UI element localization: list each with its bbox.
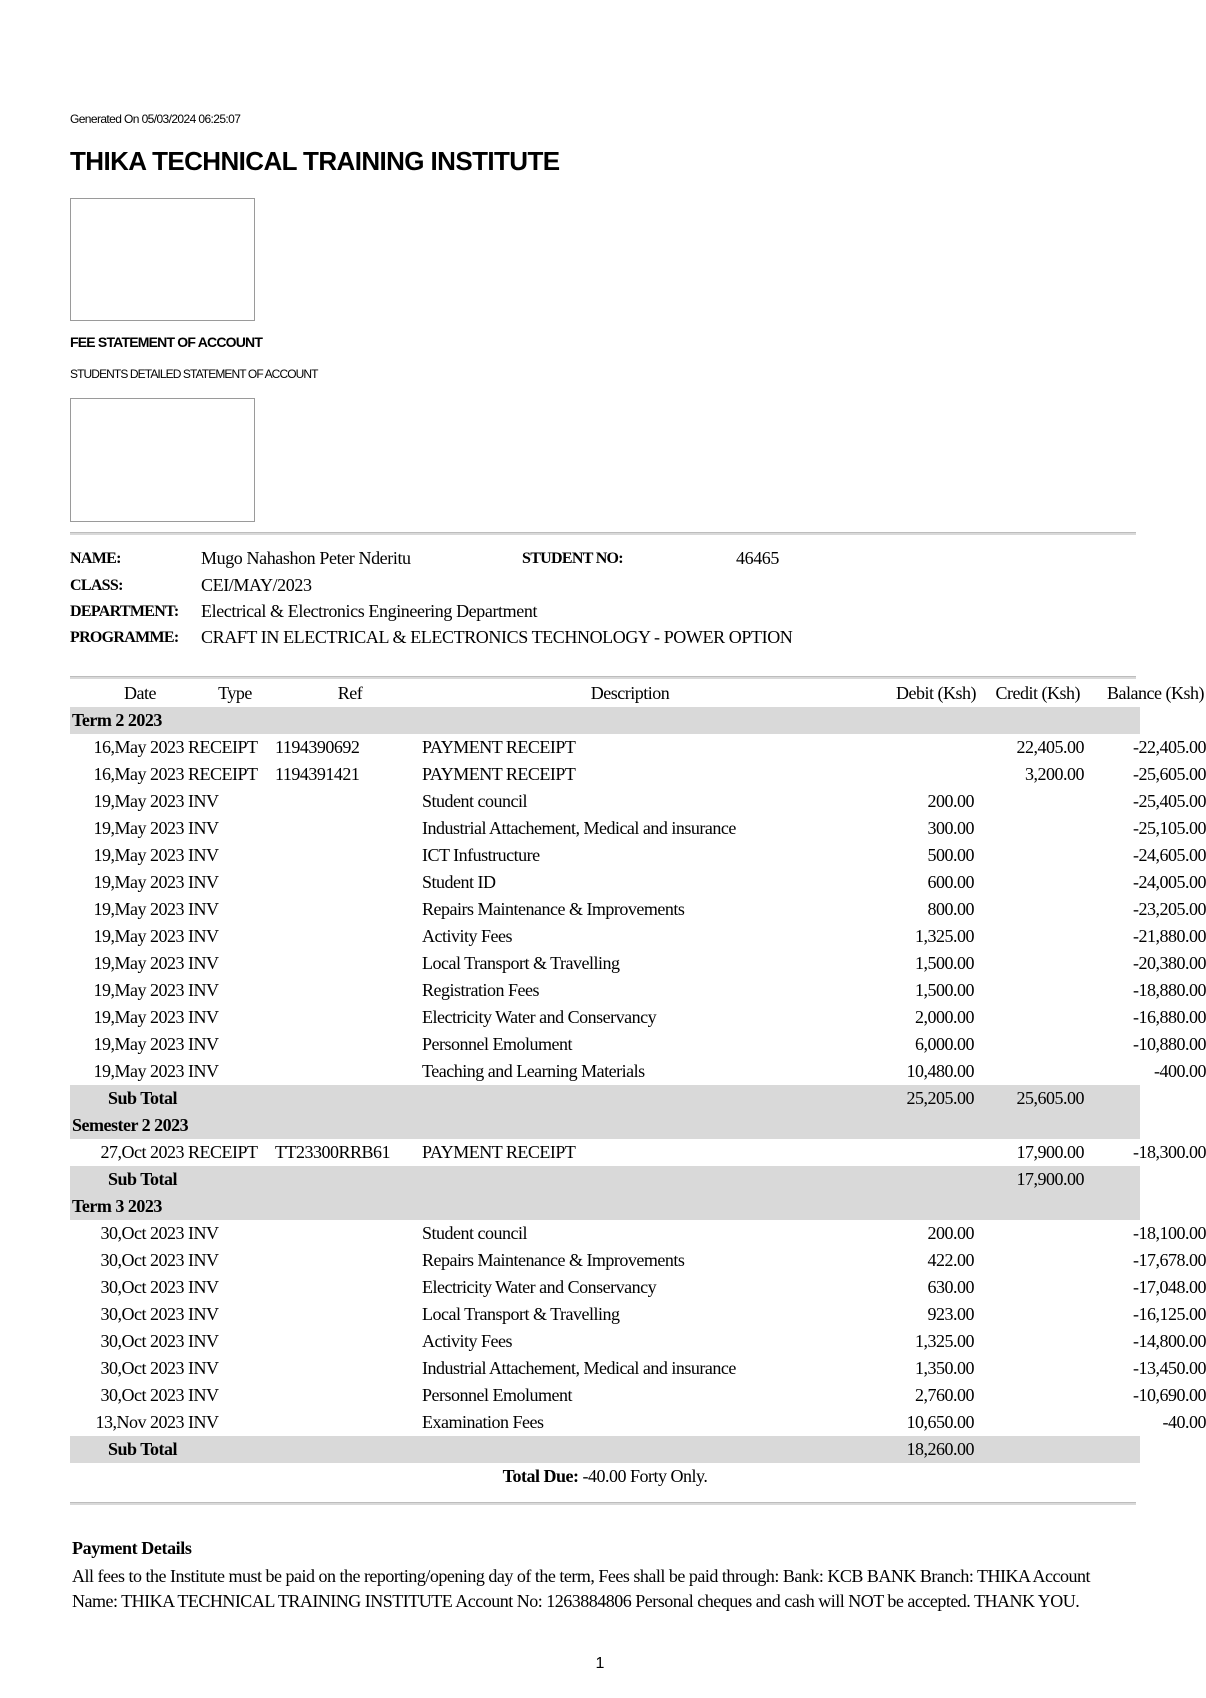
cell-balance: -23,205.00 <box>1133 899 1206 919</box>
cell-balance: -24,605.00 <box>1133 845 1206 865</box>
cell-description: Activity Fees <box>422 1331 512 1351</box>
total-due-value: -40.00 Forty Only. <box>582 1466 708 1486</box>
cell-debit: 6,000.00 <box>915 1034 974 1054</box>
cell-type: INV <box>188 1034 219 1054</box>
cell-balance: -400.00 <box>1154 1061 1206 1081</box>
cell-description: Personnel Emolument <box>422 1034 572 1054</box>
cell-description: Activity Fees <box>422 926 512 946</box>
cell-description: PAYMENT RECEIPT <box>422 1142 576 1162</box>
cell-balance: -16,880.00 <box>1133 1007 1206 1027</box>
cell-ref: 1194391421 <box>275 764 360 784</box>
header-type: Type <box>218 683 252 703</box>
cell-date: 19,May 2023 <box>93 818 184 838</box>
cell-description: Teaching and Learning Materials <box>422 1061 645 1081</box>
cell-balance: -10,880.00 <box>1133 1034 1206 1054</box>
cell-debit: 1,500.00 <box>915 980 974 1000</box>
subtotal-credit: 25,605.00 <box>1016 1088 1084 1108</box>
header-description: Description <box>590 683 670 703</box>
cell-type: RECEIPT <box>188 737 258 757</box>
cell-debit: 800.00 <box>927 899 974 919</box>
cell-balance: -18,880.00 <box>1133 980 1206 1000</box>
statement-subtitle: STUDENTS DETAILED STATEMENT OF ACCOUNT <box>70 367 318 381</box>
cell-type: INV <box>188 1277 219 1297</box>
section-title: Semester 2 2023 <box>72 1115 189 1135</box>
payment-details-text: All fees to the Institute must be paid on the reporting/opening day of the term, Fees shall be paid through: Bank: KCB BANK Branch: THIKA Account Name: THIKA TECHNICAL TRAINING INSTITUTE Account No: 1263884806 Personal cheques and cash will NOT be accepted. THANK YOU. <box>72 1566 1090 1611</box>
table-row <box>70 1220 1206 1247</box>
cell-debit: 1,500.00 <box>915 953 974 973</box>
cell-balance: -24,005.00 <box>1133 872 1206 892</box>
table-row <box>70 1247 1206 1274</box>
institution-name: THIKA TECHNICAL TRAINING INSTITUTE <box>70 146 560 176</box>
table-row <box>70 1328 1206 1355</box>
cell-description: PAYMENT RECEIPT <box>422 737 576 757</box>
total-due-label: Total Due: <box>502 1466 579 1486</box>
subtotal-debit: 25,205.00 <box>906 1088 974 1108</box>
table-row <box>70 1004 1206 1031</box>
section-header-row <box>70 707 1140 734</box>
cell-credit: 22,405.00 <box>1016 737 1084 757</box>
cell-type: INV <box>188 926 219 946</box>
header-debit: Debit (Ksh) <box>896 683 976 703</box>
logo-image-placeholder <box>70 198 255 321</box>
cell-description: Student council <box>422 791 527 811</box>
table-body <box>70 707 1206 1463</box>
cell-debit: 1,350.00 <box>915 1358 974 1378</box>
cell-balance: -40.00 <box>1162 1412 1206 1432</box>
divider <box>70 676 1136 679</box>
generated-timestamp: Generated On 05/03/2024 06:25:07 <box>70 112 241 126</box>
cell-balance: -17,048.00 <box>1133 1277 1206 1297</box>
student-photo-placeholder <box>70 398 255 522</box>
cell-type: INV <box>188 953 219 973</box>
table-row <box>70 1058 1206 1085</box>
cell-description: Repairs Maintenance & Improvements <box>422 899 685 919</box>
cell-debit: 923.00 <box>927 1304 974 1324</box>
statement-title: FEE STATEMENT OF ACCOUNT <box>70 334 263 350</box>
subtotal-label: Sub Total <box>108 1439 178 1459</box>
table-row <box>70 1355 1206 1382</box>
table-row <box>70 842 1206 869</box>
cell-description: Local Transport & Travelling <box>422 953 620 973</box>
header-credit: Credit (Ksh) <box>995 683 1080 703</box>
cell-date: 13,Nov 2023 <box>95 1412 184 1432</box>
table-row <box>70 1301 1206 1328</box>
total-due-row <box>70 1463 1140 1490</box>
table-row <box>70 977 1206 1004</box>
cell-date: 19,May 2023 <box>93 1061 184 1081</box>
cell-credit: 17,900.00 <box>1016 1142 1084 1162</box>
table-row <box>70 1139 1206 1166</box>
cell-date: 30,Oct 2023 <box>100 1277 184 1297</box>
cell-balance: -14,800.00 <box>1133 1331 1206 1351</box>
cell-balance: -17,678.00 <box>1133 1250 1206 1270</box>
cell-description: Electricity Water and Conservancy <box>422 1277 657 1297</box>
cell-type: INV <box>188 1304 219 1324</box>
cell-balance: -21,880.00 <box>1133 926 1206 946</box>
table-row <box>70 734 1206 761</box>
section-title: Term 2 2023 <box>72 710 162 730</box>
divider <box>70 1502 1136 1505</box>
cell-debit: 300.00 <box>927 818 974 838</box>
divider <box>70 532 1136 535</box>
cell-date: 30,Oct 2023 <box>100 1385 184 1405</box>
cell-balance: -13,450.00 <box>1133 1358 1206 1378</box>
cell-description: Personnel Emolument <box>422 1385 572 1405</box>
cell-type: INV <box>188 1061 219 1081</box>
cell-date: 19,May 2023 <box>93 1034 184 1054</box>
subtotal-row <box>70 1166 1140 1193</box>
cell-balance: -18,100.00 <box>1133 1223 1206 1243</box>
student-no-label: STUDENT NO: <box>522 550 623 567</box>
cell-description: Industrial Attachement, Medical and insurance <box>422 1358 736 1378</box>
cell-debit: 200.00 <box>927 791 974 811</box>
student-class: CEI/MAY/2023 <box>201 575 312 595</box>
cell-description: Electricity Water and Conservancy <box>422 1007 657 1027</box>
cell-description: Student council <box>422 1223 527 1243</box>
cell-date: 30,Oct 2023 <box>100 1358 184 1378</box>
cell-debit: 1,325.00 <box>915 926 974 946</box>
cell-date: 16,May 2023 <box>93 764 184 784</box>
cell-balance: -25,405.00 <box>1133 791 1206 811</box>
cell-date: 19,May 2023 <box>93 845 184 865</box>
cell-debit: 422.00 <box>927 1250 974 1270</box>
payment-details-title: Payment Details <box>72 1538 192 1558</box>
table-row <box>70 1274 1206 1301</box>
table-row <box>70 761 1206 788</box>
cell-type: INV <box>188 1223 219 1243</box>
cell-ref: TT23300RRB61 <box>275 1142 391 1162</box>
cell-description: Industrial Attachement, Medical and insurance <box>422 818 736 838</box>
cell-type: INV <box>188 845 219 865</box>
table-row <box>70 1031 1206 1058</box>
cell-type: INV <box>188 1007 219 1027</box>
total-due <box>70 1463 1140 1490</box>
table-row <box>70 896 1206 923</box>
cell-debit: 500.00 <box>927 845 974 865</box>
cell-balance: -18,300.00 <box>1133 1142 1206 1162</box>
cell-description: ICT Infustructure <box>422 845 540 865</box>
student-department: Electrical & Electronics Engineering Department <box>201 601 538 621</box>
table-row <box>70 869 1206 896</box>
cell-type: INV <box>188 980 219 1000</box>
section-header-row <box>70 1112 1140 1139</box>
cell-type: RECEIPT <box>188 1142 258 1162</box>
cell-debit: 10,480.00 <box>906 1061 974 1081</box>
cell-description: Examination Fees <box>422 1412 544 1432</box>
page-number: 1 <box>595 1655 605 1672</box>
department-label: DEPARTMENT: <box>70 603 179 620</box>
cell-date: 16,May 2023 <box>93 737 184 757</box>
cell-description: Local Transport & Travelling <box>422 1304 620 1324</box>
cell-type: RECEIPT <box>188 764 258 784</box>
cell-date: 19,May 2023 <box>93 899 184 919</box>
cell-type: INV <box>188 818 219 838</box>
cell-debit: 200.00 <box>927 1223 974 1243</box>
cell-balance: -25,605.00 <box>1133 764 1206 784</box>
class-label: CLASS: <box>70 577 123 594</box>
cell-balance: -16,125.00 <box>1133 1304 1206 1324</box>
cell-debit: 630.00 <box>927 1277 974 1297</box>
cell-debit: 600.00 <box>927 872 974 892</box>
cell-type: INV <box>188 899 219 919</box>
cell-balance: -25,105.00 <box>1133 818 1206 838</box>
cell-date: 30,Oct 2023 <box>100 1250 184 1270</box>
programme-label: PROGRAMME: <box>70 629 179 646</box>
cell-date: 19,May 2023 <box>93 953 184 973</box>
cell-ref: 1194390692 <box>275 737 360 757</box>
cell-date: 19,May 2023 <box>93 1007 184 1027</box>
student-no: 46465 <box>736 548 780 568</box>
student-programme: CRAFT IN ELECTRICAL & ELECTRONICS TECHNOLOGY - POWER OPTION <box>201 627 793 647</box>
table-row <box>70 950 1206 977</box>
table-row <box>70 1409 1206 1436</box>
cell-debit: 1,325.00 <box>915 1331 974 1351</box>
cell-balance: -20,380.00 <box>1133 953 1206 973</box>
subtotal-label: Sub Total <box>108 1088 178 1108</box>
cell-type: INV <box>188 1385 219 1405</box>
section-title: Term 3 2023 <box>72 1196 162 1216</box>
table-row <box>70 815 1206 842</box>
table-row <box>70 788 1206 815</box>
cell-date: 27,Oct 2023 <box>100 1142 184 1162</box>
header-date: Date <box>124 683 156 703</box>
cell-date: 19,May 2023 <box>93 926 184 946</box>
cell-date: 30,Oct 2023 <box>100 1304 184 1324</box>
subtotal-row <box>70 1085 1140 1112</box>
cell-type: INV <box>188 791 219 811</box>
cell-type: INV <box>188 1358 219 1378</box>
cell-type: INV <box>188 1331 219 1351</box>
cell-debit: 2,760.00 <box>915 1385 974 1405</box>
section-header-row <box>70 1193 1140 1220</box>
cell-date: 19,May 2023 <box>93 791 184 811</box>
cell-balance: -22,405.00 <box>1133 737 1206 757</box>
cell-date: 19,May 2023 <box>93 872 184 892</box>
cell-type: INV <box>188 872 219 892</box>
name-label: NAME: <box>70 550 121 567</box>
cell-balance: -10,690.00 <box>1133 1385 1206 1405</box>
cell-debit: 10,650.00 <box>906 1412 974 1432</box>
table-row <box>70 1382 1206 1409</box>
cell-description: Registration Fees <box>422 980 539 1000</box>
cell-description: Student ID <box>422 872 496 892</box>
table-header-row <box>70 680 1204 707</box>
statement-table <box>70 680 1206 1490</box>
cell-debit: 2,000.00 <box>915 1007 974 1027</box>
cell-date: 30,Oct 2023 <box>100 1223 184 1243</box>
subtotal-label: Sub Total <box>108 1169 178 1189</box>
subtotal-debit: 18,260.00 <box>906 1439 974 1459</box>
cell-description: Repairs Maintenance & Improvements <box>422 1250 685 1270</box>
cell-date: 19,May 2023 <box>93 980 184 1000</box>
cell-type: INV <box>188 1250 219 1270</box>
cell-date: 30,Oct 2023 <box>100 1331 184 1351</box>
table-row <box>70 923 1206 950</box>
header-ref: Ref <box>337 683 363 703</box>
subtotal-credit: 17,900.00 <box>1016 1169 1084 1189</box>
subtotal-row <box>70 1436 1140 1463</box>
student-name: Mugo Nahashon Peter Nderitu <box>201 548 411 568</box>
cell-credit: 3,200.00 <box>1025 764 1084 784</box>
cell-type: INV <box>188 1412 219 1432</box>
cell-description: PAYMENT RECEIPT <box>422 764 576 784</box>
header-balance: Balance (Ksh) <box>1107 683 1204 703</box>
